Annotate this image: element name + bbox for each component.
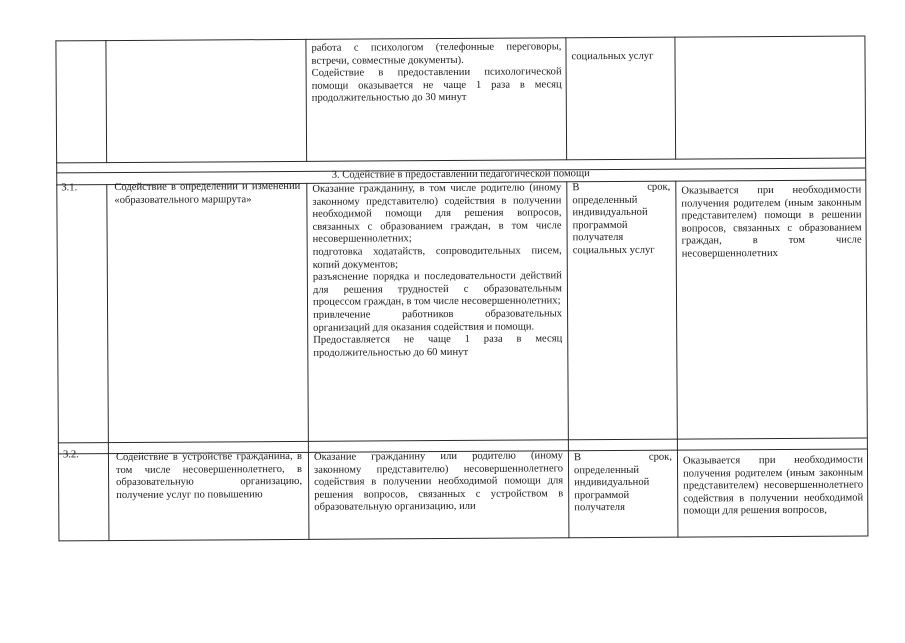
section-header: 3. Содействие в предоставлении педагогической помощи: [331, 168, 590, 181]
row-service-name-3-2: Содействие в устройстве гражданина, в том числе несовершеннолетнего, в образовательную организацию, получение услуг по повышению: [115, 450, 303, 501]
column-divider: [865, 157, 866, 180]
row-service-content-3-2: Оказание гражданину или родителю (иному законному представителю) несовершеннолетнего содействия в получении необходимой помощи для решения вопросов, связанных с устройством в образовательную организацию, или: [313, 450, 564, 514]
column-divider: [306, 183, 309, 540]
top-row-term-cell: социальных услуг: [571, 50, 654, 63]
column-divider: [305, 39, 307, 162]
row-service-term-3-2: В срок, определенный индивидуальной программой получателя: [573, 451, 672, 514]
column-divider: [674, 37, 676, 160]
column-divider: [565, 37, 567, 160]
row-service-content-3-1: Оказание гражданину, в том числе родителю (иному законному представителю) содействия в получении необходимой помощи для решения вопросов, связанных с образованием граждан, в том числе несовершеннолетних; подготовка ходатайств, сопроводительных писем, копий документов; разъяснение порядка и последовательности действий для решения трудностей с образовательным процессом граждан, в том числе несовершеннолетних; привлечение работников образовательных организаций для оказания содействия и помощи. Предоставляется не чаще 1 раза в месяц продолжительностью до 60 минут: [312, 182, 563, 359]
column-divider: [55, 40, 57, 163]
row-divider: [56, 157, 865, 163]
column-divider: [864, 35, 866, 158]
row-service-criteria-3-1: Оказывается при необходимости получения родителем (иным законным представителем) помощи в решении вопросов, связанных с образованием граждан, в том числе несовершеннолетних: [681, 184, 862, 260]
top-row-content-cell: работа с психологом (телефонные переговоры, встречи, совместные документы). Содействие в предоставлении психологической помощи оказывается не чаще 1 раза в месяц продолжительностью до 30 минут: [311, 41, 562, 105]
row-service-criteria-3-2: Оказывается при необходимости получения родителем (иным законным представителем) несовершеннолетнего содействия в получении необходимой помощи для решения вопросов,: [682, 454, 864, 517]
row-number-3-2: 3.2.: [62, 449, 79, 461]
column-divider: [675, 181, 678, 538]
row-service-name-3-1: Содействие в определении и изменении «образовательного маршрута»: [114, 180, 301, 206]
row-service-term-3-1: В срок, определенный индивидуальной программой получателя социальных услуг: [572, 181, 671, 257]
column-divider: [56, 162, 57, 185]
column-divider: [106, 184, 109, 541]
column-divider: [865, 179, 868, 536]
row-divider: [58, 437, 867, 443]
column-divider: [566, 181, 569, 538]
column-divider: [56, 184, 59, 541]
row-number-3-1: 3.1.: [61, 182, 78, 194]
top-row-criteria-cell: [680, 39, 860, 70]
column-divider: [105, 40, 107, 163]
